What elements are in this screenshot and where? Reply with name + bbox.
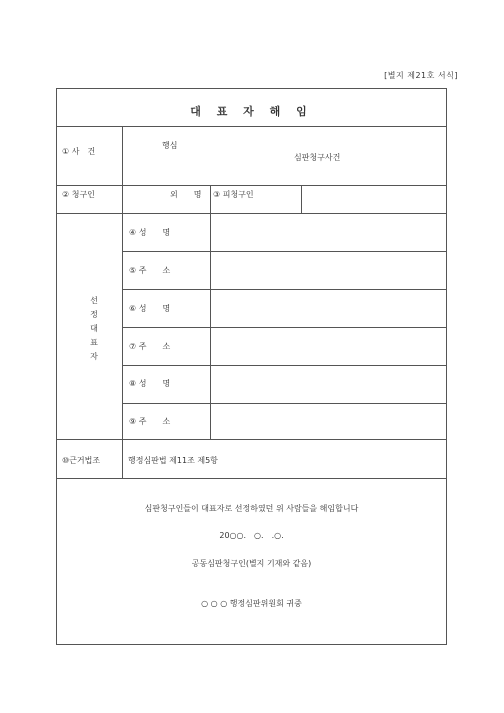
divider xyxy=(122,439,123,478)
divider xyxy=(122,289,446,290)
divider xyxy=(122,327,446,328)
respondent-label: ③ 피청구인 xyxy=(213,190,254,199)
case-label: ① 사 건 xyxy=(62,147,96,156)
divider xyxy=(210,185,211,213)
divider xyxy=(122,185,123,213)
basis-label: ⑩근거법조 xyxy=(62,456,101,465)
divider xyxy=(122,365,446,366)
statement-signer: 공동심판청구인(별지 기재와 같음) xyxy=(191,559,312,568)
rep-row-label: ⑧ 성 명 xyxy=(129,379,171,388)
form-number-note: [별지 제21호 서식] xyxy=(384,71,458,80)
divider xyxy=(122,251,446,252)
divider xyxy=(122,126,123,185)
divider xyxy=(57,478,446,479)
form-title: 대 표 자 해 임 xyxy=(190,105,313,118)
basis-value: 행정심판법 제11조 제5항 xyxy=(128,456,218,465)
claimant-label: ② 청구인 xyxy=(62,190,95,199)
representatives-group-label: 선정대표자 xyxy=(90,296,98,361)
claimant-count: 외 명 xyxy=(170,190,202,199)
rep-row-label: ⑦ 주 소 xyxy=(129,342,171,351)
rep-row-label: ⑤ 주 소 xyxy=(129,266,171,275)
case-suffix: 심판청구사건 xyxy=(294,153,341,162)
rep-row-label: ④ 성 명 xyxy=(129,228,171,237)
divider xyxy=(301,185,302,213)
rep-row-label: ⑨ 주 소 xyxy=(129,417,171,426)
divider xyxy=(57,213,446,214)
divider xyxy=(210,213,211,439)
statement-date: 20○○. ○. .○. xyxy=(219,531,284,540)
statement-recipient: ○ ○ ○ 행정심판위원회 귀중 xyxy=(201,599,302,608)
divider xyxy=(57,185,446,186)
divider xyxy=(122,403,446,404)
rep-row-label: ⑥ 성 명 xyxy=(129,304,171,313)
case-number-prefix: 행심 xyxy=(162,141,178,150)
statement-text: 심판청구인들이 대표자로 선정하였던 위 사람들을 해임합니다 xyxy=(144,504,359,513)
divider xyxy=(57,439,446,440)
form-frame xyxy=(56,88,447,645)
divider xyxy=(57,126,446,127)
divider xyxy=(122,213,123,439)
